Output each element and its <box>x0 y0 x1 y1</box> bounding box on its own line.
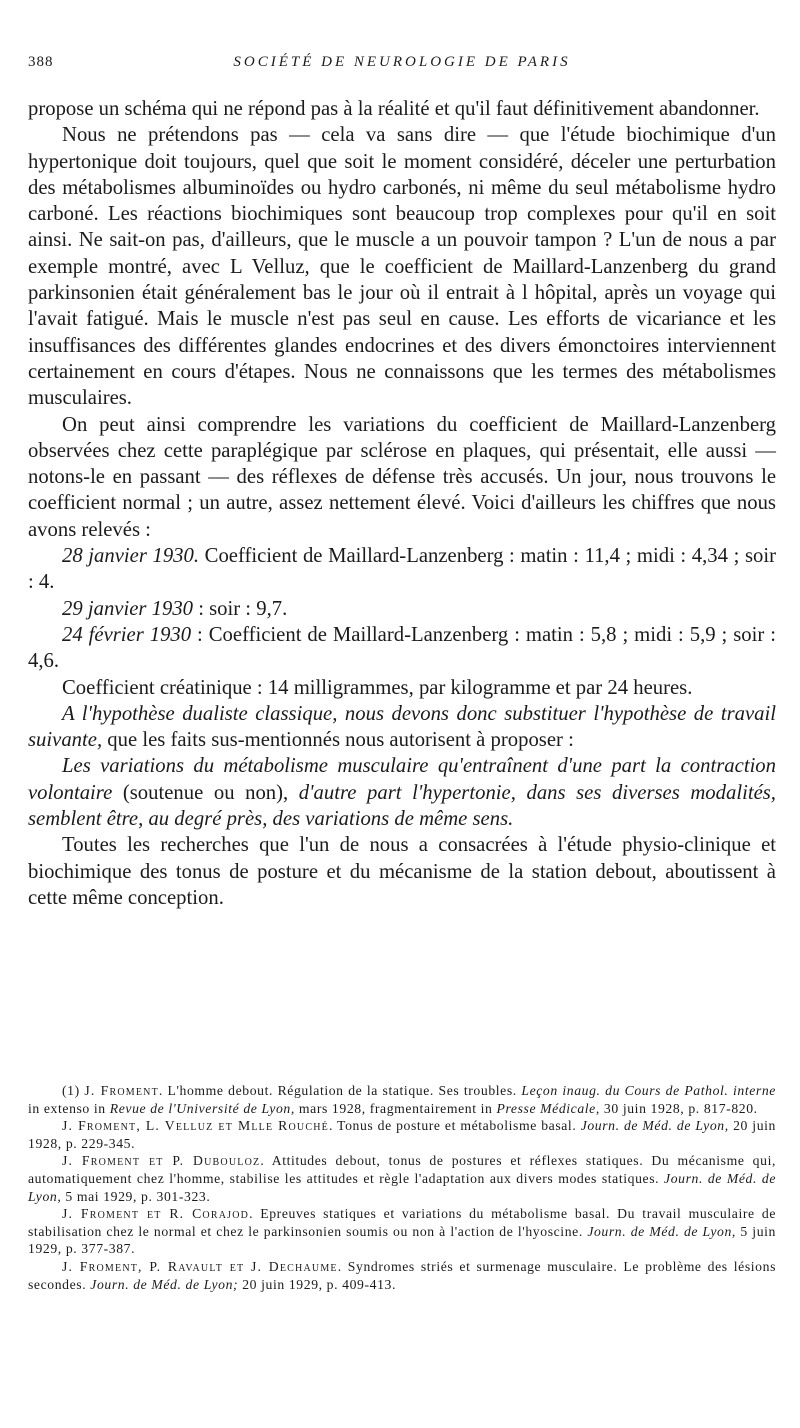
paragraph: Toutes les recherches que l'un de nous a consacrées à l'étude physio-clinique et biochimique des tonus de posture et du mécanisme de la station debout, aboutissent à cette même conception. <box>28 834 776 909</box>
footnote-text: 20 juin 1928, p. 229-345. <box>28 1118 776 1151</box>
footnote-author: J. Froment et R. Corajod <box>62 1206 250 1222</box>
footnote-text: . Tonus de posture et métabolisme basal. <box>328 1118 581 1134</box>
footnote-text: 30 juin 1928, p. 817-820. <box>599 1100 758 1116</box>
page-number: 388 <box>28 54 54 70</box>
paragraph <box>28 753 776 832</box>
italic-text: d'autre part l'hypertonie, dans ses diverses modalités, semblent être, au degré près, des variations de même sens. <box>28 781 776 831</box>
footnote <box>28 1258 776 1293</box>
roman-text: que les faits sus-mentionnés nous autorisent à proposer : <box>102 729 574 752</box>
paragraph: On peut ainsi comprendre les variations du coefficient de Maillard-Lanzenberg observées chez cette paraplégique par sclérose en plaques, qui présentait, elle aussi — notons-le en passant — des réflexes de défense très accusés. Un jour, nous trouvons le coefficient normal ; un autre, assez nettement élevé. Voici d'ailleurs les chiffres que nous avons relevés : <box>28 413 776 541</box>
footnote <box>28 1205 776 1258</box>
footnote-italic: Presse Médicale, <box>496 1100 600 1116</box>
entry-values: Coefficient de Maillard-Lanzenberg : matin : 11,4 ; midi : 4,34 ; soir : 4. <box>28 545 776 594</box>
footnote-author: J. Froment et P. Dubouloz <box>62 1153 261 1169</box>
footnote-text: in extenso in <box>28 1100 110 1116</box>
footnote <box>28 1117 776 1152</box>
footnotes <box>28 1082 776 1293</box>
entry-date: 24 février 1930 <box>62 623 192 646</box>
running-title: SOCIÉTÉ DE NEUROLOGIE DE PARIS <box>233 54 571 70</box>
footnote-text: mars 1928, fragmentairement in <box>294 1100 497 1116</box>
footnote-author: J. Froment, P. Ravault et J. Dechaume <box>62 1258 338 1274</box>
footnote-text: 5 juin 1929, p. 377-387. <box>28 1223 776 1257</box>
italic-text: A l'hypothèse dualiste classique, nous devons donc substituer l'hypothèse de travail suivante, <box>28 702 776 752</box>
data-entry <box>28 622 776 675</box>
footnote-italic: Journ. de Méd. de Lyon, <box>28 1170 776 1204</box>
page-header <box>28 54 776 78</box>
footnote-text: . Epreuves statiques et variations du métabolisme basal. Du travail musculaire de stabilisation chez le normal et chez le parkinsonien soumis ou non à l'action de l'hyoscine. <box>28 1206 776 1239</box>
article-body <box>28 96 776 911</box>
footnote-author: J. Froment, L. Velluz et Mlle Rouché <box>62 1118 329 1134</box>
paragraph: Nous ne prétendons pas — cela va sans dire — que l'étude biochimique d'un hypertonique doit toujours, quel que soit le moment considéré, déceler une perturbation des métabolismes albuminoïdes ou hydro carbonés, ni même du seul métabolisme hydro carboné. Les réactions biochimiques sont beaucoup trop complexes pour qu'il en soit ainsi. Ne sait-on pas, d'ailleurs, que le muscle a un pouvoir tampon ? L'un de nous a par exemple montré, avec L Velluz, que le coefficient de Maillard-Lanzenberg du grand parkinsonien était généralement bas le jour où il entrait à l hôpital, après un voyage qui l'avait fatigué. Mais le muscle n'est pas seul en cause. Les efforts de vicariance et les insuffisances des différentes glandes endocrines et des divers émonctoires interviennent certainement en cours d'étapes. Nous ne connaissons que les termes des métabolismes musculaires. <box>28 124 776 410</box>
italic-text: Les variations du métabolisme musculaire qu'entraînent d'une part la contraction volontaire <box>28 755 776 804</box>
footnote <box>28 1152 776 1205</box>
footnote-italic: Journ. de Méd. de Lyon; <box>90 1276 239 1292</box>
paragraph <box>28 701 776 754</box>
footnote-text: . Syndromes striés et surmenage musculaire. Le problème des lésions secondes. <box>28 1258 776 1292</box>
paragraph: Coefficient créatinique : 14 milligrammes, par kilogramme et par 24 heures. <box>62 676 693 699</box>
footnote-italic: Leçon inaug. du Cours de Pathol. interne <box>521 1083 776 1098</box>
entry-values: : Coefficient de Maillard-Lanzenberg : matin : 5,8 ; midi : 5,9 ; soir : 4,6. <box>28 623 776 673</box>
data-entry <box>28 596 776 622</box>
entry-date: 29 janvier 1930 <box>62 597 194 620</box>
entry-date: 28 janvier 1930. <box>62 545 200 568</box>
footnote <box>28 1082 776 1117</box>
footnote-text: 20 juin 1929, p. 409-413. <box>238 1276 397 1292</box>
paragraph: propose un schéma qui ne répond pas à la réalité et qu'il faut définitivement abandonner. <box>28 98 760 120</box>
entry-values: : soir : 9,7. <box>193 597 288 620</box>
footnote-italic: Journ. de Méd. de Lyon, <box>580 1118 729 1134</box>
footnote-text: 5 mai 1929, p. 301-323. <box>61 1188 211 1204</box>
footnote-text: . Attitudes debout, tonus de postures et réflexes statiques. Du mécanisme qui, automatiquement chez l'homme, stabilise les attitudes et règle l'adaptation aux divers modes statiques. <box>28 1153 776 1186</box>
data-entry <box>28 543 776 596</box>
footnote-text: . L'homme debout. Régulation de la statique. Ses troubles. <box>158 1083 522 1098</box>
footnote-number: (1) <box>62 1083 85 1098</box>
footnote-author: J. Froment <box>84 1083 159 1098</box>
footnote-italic: Revue de l'Université de Lyon, <box>109 1100 295 1116</box>
roman-text: (soutenue ou non), <box>112 781 299 804</box>
footnote-italic: Journ. de Méd. de Lyon, <box>587 1223 736 1239</box>
